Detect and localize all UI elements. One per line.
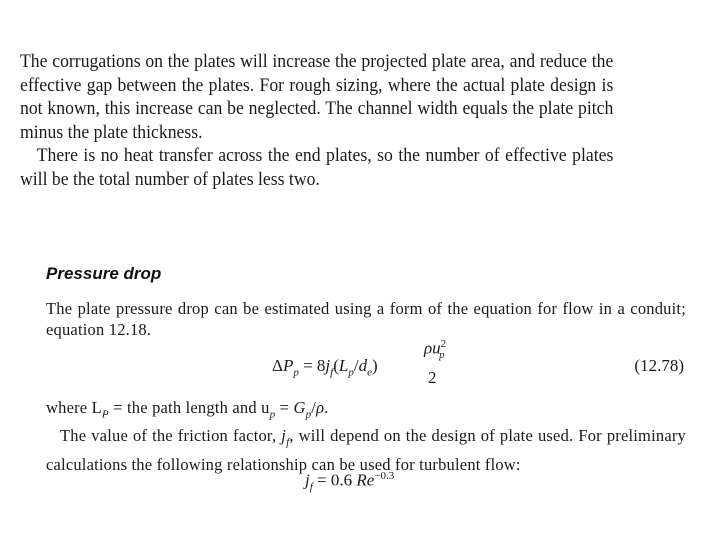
section-heading: Pressure drop: [46, 264, 162, 283]
paragraph-corrugations: The corrugations on the plates will increase the projected plate area, and reduce the effective gap between the plates. For rough sizing, where the actual plate design is not known, this increase can be neglected. The channel width equals the plate pitch minus the plate thickness.: [20, 51, 614, 143]
intro-text: [20, 50, 613, 191]
paragraph-pressure-drop: The plate pressure drop can be estimated using a form of the equation for flow in a conduit; equation 12.18.: [46, 299, 686, 339]
equation-friction-factor: $j_f = 0.6$ $Re^{-0.3}$: [305, 470, 395, 494]
where-line: where $L_P$ = the path length and $u_p = G_p/\rho$.: [46, 398, 329, 421]
equation-numerator: $\rho u^2_p$: [424, 338, 447, 362]
paragraph-friction-factor: The value of the friction factor, $j_f$, will depend on the design of plate used. For preliminary calculations the following relationship can be used for turbulent flow:: [46, 426, 686, 474]
paragraph-end-plates: There is no heat transfer across the end plates, so the number of effective plates will be the total number of plates less two.: [20, 145, 614, 190]
equation-lhs: $\Delta P_p = 8j_f(L_p/d_e)$: [272, 356, 378, 379]
equation-number: (12.78): [634, 356, 684, 375]
equation-12-78: [272, 338, 684, 388]
friction-factor-text: [46, 397, 686, 475]
equation-denominator: 2: [428, 368, 437, 387]
pressure-drop-intro: [46, 298, 686, 340]
